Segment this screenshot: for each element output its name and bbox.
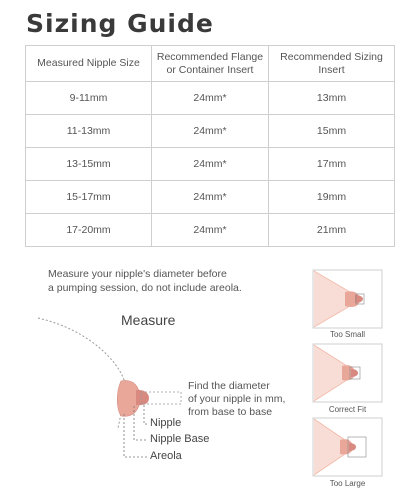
cell-insert: 21mm <box>269 214 395 247</box>
header-flange: Recommended Flange or Container Insert <box>152 46 269 82</box>
fit-example-too-large <box>313 418 382 476</box>
cell-nipple-size: 11-13mm <box>26 115 152 148</box>
find-diameter-text <box>188 380 308 419</box>
cell-insert: 19mm <box>269 181 395 214</box>
find-line-3: from base to base <box>188 406 273 418</box>
areola-leader <box>124 414 148 457</box>
label-nipple-base: Nipple Base <box>150 433 210 445</box>
header-sizing-insert: Recommended Sizing Insert <box>269 46 395 82</box>
find-line-1: Find the diameter <box>188 380 270 392</box>
cell-nipple-size: 13-15mm <box>26 148 152 181</box>
label-areola: Areola <box>150 450 182 462</box>
cell-nipple-size: 17-20mm <box>26 214 152 247</box>
find-line-2: of your nipple in mm, <box>188 393 286 405</box>
cell-flange: 24mm* <box>152 115 269 148</box>
instruction-line-2: a pumping session, do not include areola. <box>48 282 242 294</box>
cell-insert: 13mm <box>269 82 395 115</box>
caption-too-large: Too Large <box>329 479 366 488</box>
nipple-leader <box>144 405 148 424</box>
fit-example-too-small <box>313 270 382 328</box>
header-measured-size: Measured Nipple Size <box>26 46 152 82</box>
cell-nipple-size: 9-11mm <box>26 82 152 115</box>
cell-insert: 15mm <box>269 115 395 148</box>
fit-example-correct-fit <box>313 344 382 402</box>
page-title: Sizing Guide <box>26 9 214 38</box>
instruction-line-1: Measure your nipple's diameter before <box>48 268 227 280</box>
cell-nipple-size: 15-17mm <box>26 181 152 214</box>
cell-flange: 24mm* <box>152 181 269 214</box>
cell-flange: 24mm* <box>152 82 269 115</box>
label-nipple: Nipple <box>150 417 182 429</box>
breast-outline <box>38 318 124 428</box>
cell-insert: 17mm <box>269 148 395 181</box>
caption-correct-fit: Correct Fit <box>328 405 367 414</box>
cell-flange: 24mm* <box>152 214 269 247</box>
cell-flange: 24mm* <box>152 148 269 181</box>
caption-too-small: Too Small <box>329 330 366 339</box>
measure-heading: Measure <box>121 312 176 328</box>
